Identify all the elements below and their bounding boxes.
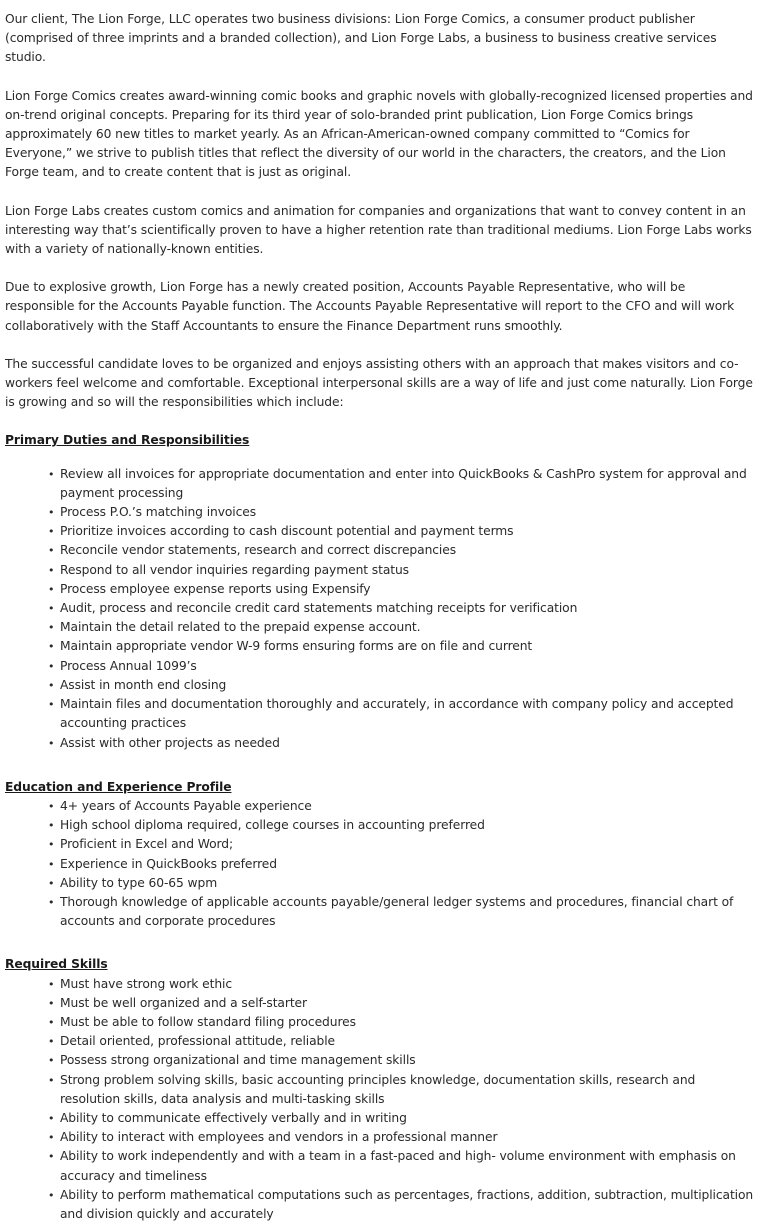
intro-paragraph-candidate: The successful candidate loves to be organized and enjoys assisting others with an approach that makes visitors and co-workers feel welcome and comfortable. Exceptional interpersonal skills are a way of life and just come naturally. Lion Forge is growing and so will the responsibilities which include: xyxy=(5,356,753,410)
list-item: • Process Annual 1099’s xyxy=(60,657,757,676)
list-item: • Prioritize invoices according to cash discount potential and payment terms xyxy=(60,522,757,541)
primary-duties-section xyxy=(5,431,757,752)
list-item: • Ability to interact with employees and vendors in a professional manner xyxy=(60,1128,757,1147)
list-item: • Ability to type 60-65 wpm xyxy=(60,874,757,893)
required-skills-section xyxy=(5,955,757,1224)
list-item: • Possess strong organizational and time management skills xyxy=(60,1051,757,1070)
list-item: • Respond to all vendor inquiries regarding payment status xyxy=(60,561,757,580)
list-item: • Assist with other projects as needed xyxy=(60,734,757,753)
list-item: • Assist in month end closing xyxy=(60,676,757,695)
primary-duties-list xyxy=(5,465,757,753)
section-heading-primary-duties: Primary Duties and Responsibilities xyxy=(5,433,250,448)
intro-paragraph-labs: Lion Forge Labs creates custom comics and animation for companies and organizations that want to convey content in an interesting way that’s scientifically proven to have a higher retention rate than traditional mediums. Lion Forge Labs works with a variety of nationally-known entities. xyxy=(5,203,752,257)
list-item: • Strong problem solving skills, basic accounting principles knowledge, documentation skills, research and resolution skills, data analysis and multi-tasking skills xyxy=(60,1071,757,1109)
education-experience-section xyxy=(5,778,757,932)
list-item: • Audit, process and reconcile credit card statements matching receipts for verification xyxy=(60,599,757,618)
list-item: • Thorough knowledge of applicable accounts payable/general ledger systems and procedures, financial chart of accounts and corporate procedures xyxy=(60,893,757,931)
intro-paragraph-position: Due to explosive growth, Lion Forge has a newly created position, Accounts Payable Representative, who will be responsible for the Accounts Payable function. The Accounts Payable Representative will report to the CFO and will work collaboratively with the Staff Accountants to ensure the Finance Department runs smoothly. xyxy=(5,280,735,333)
list-item: • 4+ years of Accounts Payable experience xyxy=(60,797,757,816)
list-item: • Ability to communicate effectively verbally and in writing xyxy=(60,1109,757,1128)
list-item: • Review all invoices for appropriate documentation and enter into QuickBooks & CashPro system for approval and payment processing xyxy=(60,465,757,503)
list-item: • Maintain the detail related to the prepaid expense account. xyxy=(60,618,757,637)
section-heading-education-experience: Education and Experience Profile xyxy=(5,779,232,794)
list-item: • Detail oriented, professional attitude, reliable xyxy=(60,1032,757,1051)
list-item: • Ability to perform mathematical computations such as percentages, fractions, addition, subtraction, multiplication and division quickly and accurately xyxy=(60,1186,757,1224)
list-item: • Must be able to follow standard filing procedures xyxy=(60,1013,757,1032)
education-experience-list xyxy=(5,797,757,931)
list-item: • Proficient in Excel and Word; xyxy=(60,835,757,854)
list-item: • High school diploma required, college courses in accounting preferred xyxy=(60,816,757,835)
intro-paragraph-company: Our client, The Lion Forge, LLC operates two business divisions: Lion Forge Comics, a consumer product publisher (comprised of three imprints and a branded collection), and Lion Forge Labs, a business to business creative services studio. xyxy=(5,12,717,65)
list-item: • Ability to work independently and with a team in a fast-paced and high- volume environment with emphasis on accuracy and timeliness xyxy=(60,1147,757,1185)
section-heading-required-skills: Required Skills xyxy=(5,957,108,972)
list-item: • Process P.O.’s matching invoices xyxy=(60,503,757,522)
list-item: • Reconcile vendor statements, research and correct discrepancies xyxy=(60,541,757,560)
list-item: • Process employee expense reports using Expensify xyxy=(60,580,757,599)
list-item: • Must have strong work ethic xyxy=(60,975,757,994)
intro-paragraph-comics: Lion Forge Comics creates award-winning comic books and graphic novels with globally-recognized licensed properties and on-trend original concepts. Preparing for its third year of solo-branded print publication, Lion Forge Comics brings approximately 60 new titles to market yearly. As an African-American-owned company committed to “Comics for Everyone,” we strive to publish titles that reflect the diversity of our world in the characters, the creators, and the Lion Forge team, and to create content that is just as original. xyxy=(5,88,753,180)
list-item: • Must be well organized and a self-starter xyxy=(60,994,757,1013)
list-item: • Maintain files and documentation thoroughly and accurately, in accordance with company policy and accepted accounting practices xyxy=(60,695,757,733)
required-skills-list xyxy=(5,975,757,1224)
job-posting xyxy=(5,10,757,1224)
list-item: • Experience in QuickBooks preferred xyxy=(60,855,757,874)
list-item: • Maintain appropriate vendor W-9 forms ensuring forms are on file and current xyxy=(60,637,757,656)
